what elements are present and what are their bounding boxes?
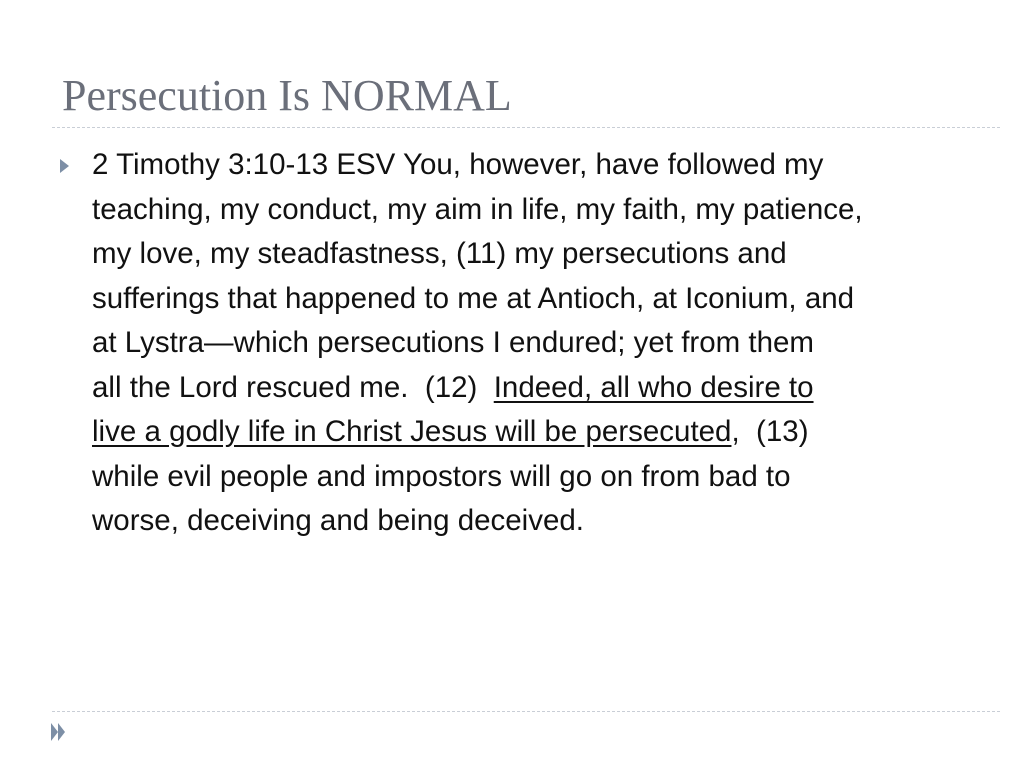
underlined-emphasis: live a godly life in Christ Jesus will be persecuted xyxy=(92,415,732,448)
triangle-bullet-icon xyxy=(60,159,69,173)
double-chevron-right-icon[interactable] xyxy=(50,721,66,743)
passage-text: all the Lord rescued me. (12) xyxy=(92,370,494,404)
scripture-passage xyxy=(92,143,972,544)
passage-line: worse, deceiving and being deceived. xyxy=(92,504,584,537)
passage-line xyxy=(92,410,972,455)
passage-line: sufferings that happened to me at Antioch, at Iconium, and xyxy=(92,281,855,315)
passage-line: teaching, my conduct, my aim in life, my faith, my patience, xyxy=(92,192,863,226)
passage-text: , (13) xyxy=(731,415,809,448)
slide-title: Persecution Is NORMAL xyxy=(62,71,512,120)
passage-line: while evil people and impostors will go on from bad to xyxy=(92,459,791,493)
passage-line xyxy=(92,366,972,411)
footer-divider xyxy=(52,711,1000,712)
title-divider xyxy=(52,127,1000,128)
passage-line: 2 Timothy 3:10-13 ESV You, however, have followed my xyxy=(92,148,824,181)
underlined-emphasis: Indeed, all who desire to xyxy=(493,370,814,404)
passage-line: my love, my steadfastness, (11) my persecutions and xyxy=(92,237,787,270)
passage-line: at Lystra—which persecutions I endured; yet from them xyxy=(92,326,814,359)
